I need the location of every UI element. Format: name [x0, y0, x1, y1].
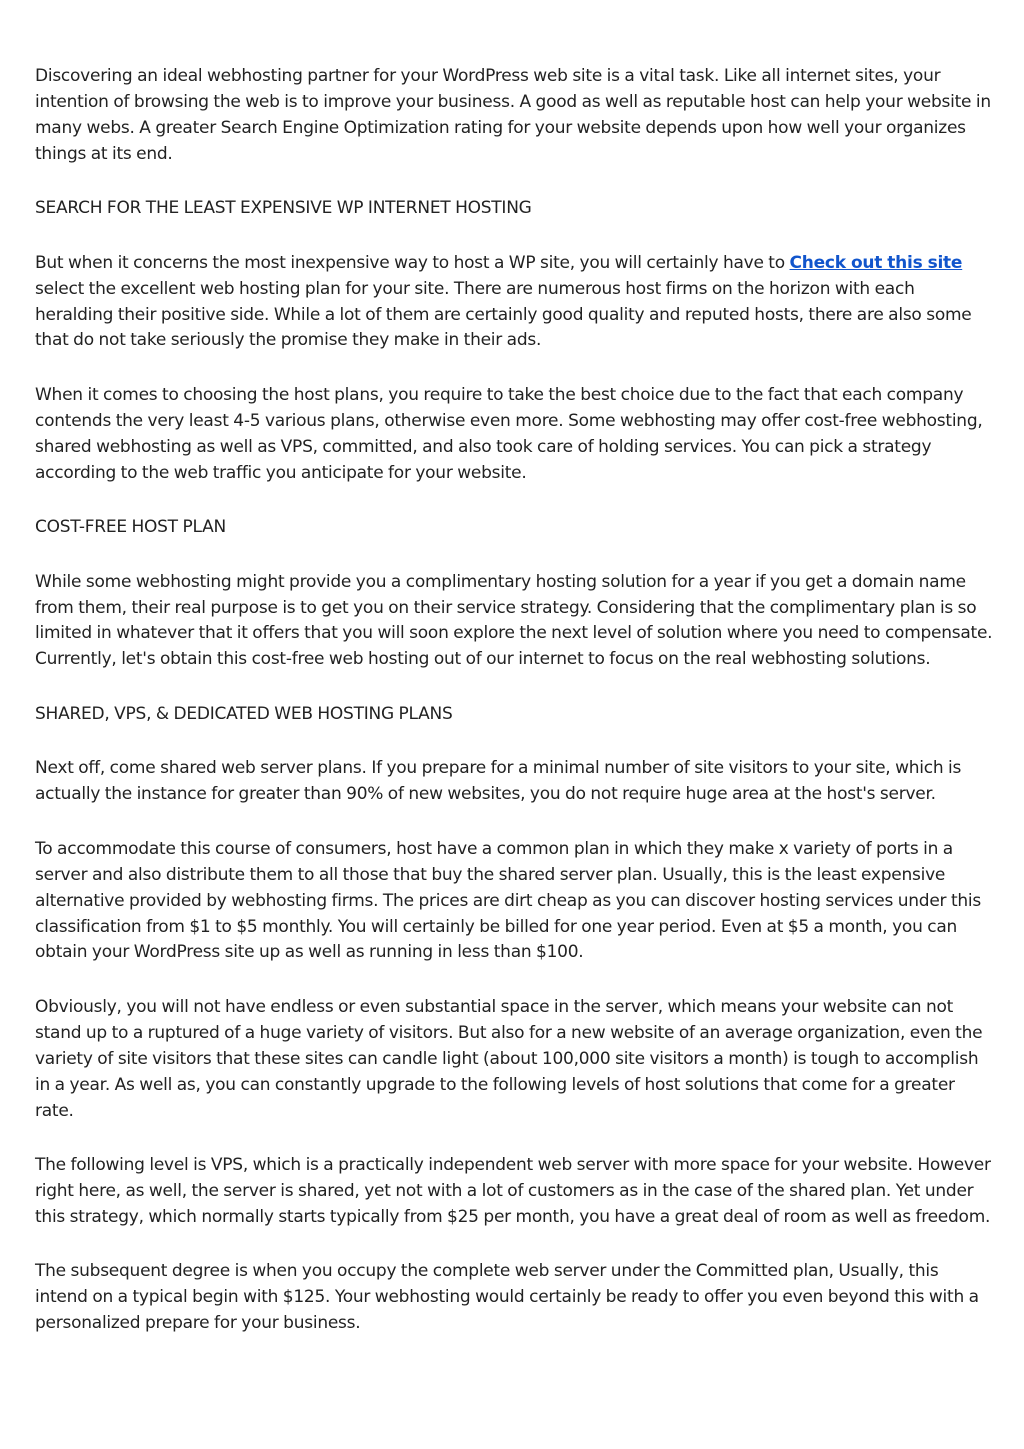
paragraph-free-hosting: While some webhosting might provide you a complimentary hosting solution for a year if you get a domain name from them, their real purpose is to get you on their service strategy. Considering that the complimentary plan is so limited in whatever that it offers that you will soon explore the next level of solution where you need to compensate. Currently, let's obtain this cost-free web hosting out of our internet to focus on the real webhosting solutions. [35, 571, 993, 670]
paragraph-shared-plans: Next off, come shared web server plans. If you prepare for a minimal number of site visitors to your site, which is actually the instance for greater than 90% of new websites, you do not require huge area at the host's server. [35, 758, 962, 805]
check-out-site-link[interactable]: Check out this site [789, 252, 963, 273]
paragraph-text: select the excellent web hosting plan for your site. There are numerous host firms on the horizon with each heralding their positive side. While a lot of them are certainly good quality and reputed hosts, there are also some that do not take seriously the promise they make in their ads. [35, 278, 972, 351]
paragraph-choosing-plans: When it comes to choosing the host plans, you require to take the best choice due to the fact that each company contends the very least 4-5 various plans, otherwise even more. Some webhosting may offer cost-free webhosting, shared webhosting as well as VPS, committed, and also took care of holding services. You can pick a strategy according to the web traffic you anticipate for your website. [35, 384, 983, 483]
paragraph-inexpensive-host [35, 251, 993, 355]
document-body [35, 64, 993, 1366]
paragraph-text: But when it concerns the most inexpensive way to host a WP site, you will certainly have to [35, 252, 790, 273]
paragraph-vps: The following level is VPS, which is a practically independent web server with more space for your website. However right here, as well, the server is shared, yet not with a lot of customers as in the case of the shared plan. Yet under this strategy, which normally starts typically from $25 per month, you have a great deal of room as well as freedom. [35, 1155, 991, 1227]
paragraph-dedicated: The subsequent degree is when you occupy the complete web server under the Committed plan, Usually, this intend on a typical begin with $125. Your webhosting would certainly be ready to offer you even beyond this with a personalized prepare for your business. [35, 1261, 979, 1334]
section-heading-shared-vps-dedicated: SHARED, VPS, & DEDICATED WEB HOSTING PLANS [35, 703, 453, 724]
section-heading-least-expensive: SEARCH FOR THE LEAST EXPENSIVE WP INTERNET HOSTING [35, 198, 532, 219]
paragraph-common-plan: To accommodate this course of consumers, host have a common plan in which they make x variety of ports in a server and also distribute them to all those that buy the shared server plan. Usually, this is the least expensive alternative provided by webhosting firms. The prices are dirt cheap as you can discover hosting services under this classification from $1 to $5 monthly. You will certainly be billed for one year period. Even at $5 a month, you can obtain your WordPress site up as well as running in less than $100. [35, 838, 981, 963]
section-heading-cost-free: COST-FREE HOST PLAN [35, 517, 226, 538]
paragraph-intro: Discovering an ideal webhosting partner for your WordPress web site is a vital task. Like all internet sites, your intention of browsing the web is to improve your business. A good as well as reputable host can help your website in many webs. A greater Search Engine Optimization rating for your website depends upon how well your organizes things at its end. [35, 66, 991, 164]
paragraph-space-limits: Obviously, you will not have endless or even substantial space in the server, which means your website can not stand up to a ruptured of a huge variety of visitors. But also for a new website of an average organization, even the variety of site visitors that these sites can candle light (about 100,000 site visitors a month) is tough to accomplish in a year. As well as, you can constantly upgrade to the following levels of host solutions that come for a greater rate. [35, 996, 983, 1121]
